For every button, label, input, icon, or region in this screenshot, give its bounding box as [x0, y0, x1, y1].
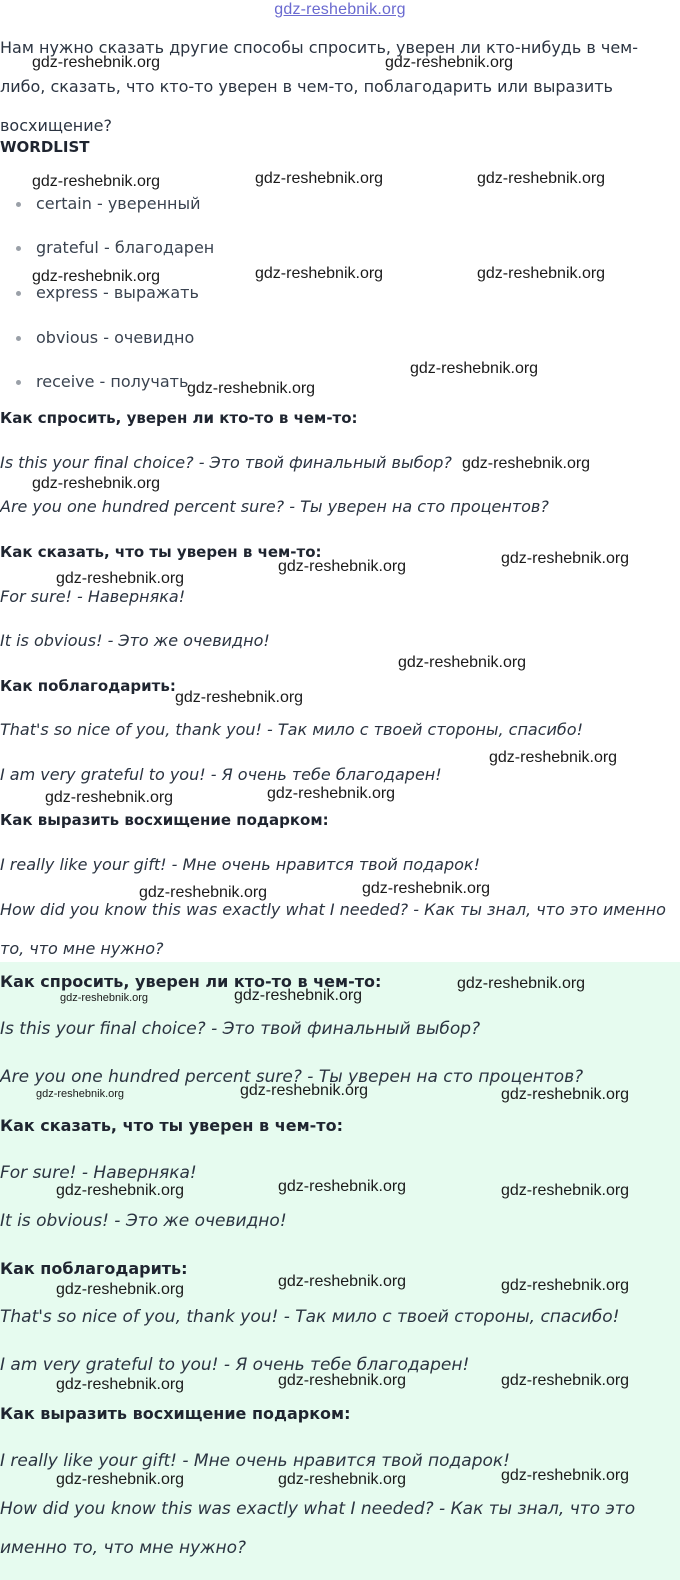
watermark: gdz-reshebnik.org — [56, 1376, 185, 1393]
heading-admire-gift: Как выразить восхищение подарком: — [0, 811, 329, 829]
watermark: gdz-reshebnik.org — [32, 268, 161, 285]
watermark: gdz-reshebnik.org — [255, 170, 384, 187]
watermark: gdz-reshebnik.org — [477, 265, 606, 282]
watermark: gdz-reshebnik.org — [60, 992, 149, 1004]
watermark: gdz-reshebnik.org — [501, 550, 630, 567]
phrase: Is this your final choice? - Это твой финальный выбор? — [0, 453, 452, 472]
phrase: For sure! - Наверняка! — [0, 1163, 197, 1183]
watermark: gdz-reshebnik.org — [410, 360, 539, 377]
watermark: gdz-reshebnik.org — [385, 54, 514, 71]
heading-admire-gift: Как выразить восхищение подарком: — [0, 1404, 351, 1423]
phrase: I am very grateful to you! - Я очень тебе благодарен! — [0, 1355, 470, 1375]
watermark: gdz-reshebnik.org — [56, 570, 185, 587]
phrase: Are you one hundred percent sure? - Ты уверен на сто процентов? — [0, 1067, 584, 1087]
watermark: gdz-reshebnik.org — [398, 654, 527, 671]
watermark: gdz-reshebnik.org — [278, 1372, 407, 1389]
wordlist-item: obvious - очевидно — [16, 328, 194, 347]
bullet-icon — [16, 380, 21, 385]
watermark: gdz-reshebnik.org — [501, 1182, 630, 1199]
watermark: gdz-reshebnik.org — [462, 455, 591, 472]
watermark: gdz-reshebnik.org — [234, 987, 363, 1004]
phrase: I really like your gift! - Мне очень нравится твой подарок! — [0, 1451, 510, 1471]
phrase: That's so nice of you, thank you! - Так мило с твоей стороны, спасибо! — [0, 1307, 620, 1327]
watermark: gdz-reshebnik.org — [501, 1277, 630, 1294]
watermark: gdz-reshebnik.org — [362, 880, 491, 897]
watermark: gdz-reshebnik.org — [240, 1082, 369, 1099]
watermark: gdz-reshebnik.org — [32, 475, 161, 492]
watermark: gdz-reshebnik.org — [56, 1471, 185, 1488]
heading-thank: Как поблагодарить: — [0, 677, 176, 695]
watermark: gdz-reshebnik.org — [32, 54, 161, 71]
phrase: I really like your gift! - Мне очень нравится твой подарок! — [0, 855, 480, 874]
watermark: gdz-reshebnik.org — [175, 689, 304, 706]
wordlist-title: WORDLIST — [0, 138, 90, 156]
watermark: gdz-reshebnik.org — [267, 785, 396, 802]
site-link[interactable]: gdz-reshebnik.org — [274, 1, 406, 18]
heading-say-sure: Как сказать, что ты уверен в чем-то: — [0, 1116, 343, 1135]
wordlist-item: grateful - благодарен — [16, 238, 214, 257]
watermark: gdz-reshebnik.org — [278, 558, 407, 575]
phrase: It is obvious! - Это же очевидно! — [0, 1211, 287, 1231]
watermark: gdz-reshebnik.org — [278, 1178, 407, 1195]
phrase: Are you one hundred percent sure? - Ты уверен на сто процентов? — [0, 497, 549, 516]
watermark: gdz-reshebnik.org — [477, 170, 606, 187]
watermark: gdz-reshebnik.org — [457, 975, 586, 992]
heading-thank: Как поблагодарить: — [0, 1259, 188, 1278]
heading-ask-sure: Как спросить, уверен ли кто-то в чем-то: — [0, 972, 382, 991]
watermark: gdz-reshebnik.org — [278, 1273, 407, 1290]
phrase: How did you know this was exactly what I needed? - Как ты знал, что это именно то, что мне нужно? — [0, 900, 666, 958]
phrase: It is obvious! - Это же очевидно! — [0, 631, 270, 650]
watermark: gdz-reshebnik.org — [32, 173, 161, 190]
heading-ask-sure: Как спросить, уверен ли кто-то в чем-то: — [0, 409, 358, 427]
bullet-icon — [16, 202, 21, 207]
watermark: gdz-reshebnik.org — [278, 1471, 407, 1488]
watermark: gdz-reshebnik.org — [501, 1467, 630, 1484]
wordlist-item: receive - получать — [16, 372, 188, 391]
watermark: gdz-reshebnik.org — [501, 1086, 630, 1103]
phrase: That's so nice of you, thank you! - Так мило с твоей стороны, спасибо! — [0, 720, 583, 739]
watermark: gdz-reshebnik.org — [489, 749, 618, 766]
phrase: How did you know this was exactly what I needed? - Как ты знал, что это именно то, что мне нужно? — [0, 1499, 636, 1558]
watermark: gdz-reshebnik.org — [45, 789, 174, 806]
watermark: gdz-reshebnik.org — [56, 1281, 185, 1298]
watermark: gdz-reshebnik.org — [139, 884, 268, 901]
wordlist-item: express - выражать — [16, 283, 199, 302]
watermark: gdz-reshebnik.org — [36, 1088, 125, 1100]
bullet-icon — [16, 291, 21, 296]
watermark: gdz-reshebnik.org — [501, 1372, 630, 1389]
watermark: gdz-reshebnik.org — [56, 1182, 185, 1199]
watermark: gdz-reshebnik.org — [187, 380, 316, 397]
watermark: gdz-reshebnik.org — [255, 265, 384, 282]
heading-say-sure: Как сказать, что ты уверен в чем-то: — [0, 543, 322, 561]
intro-text: Нам нужно сказать другие способы спросить, уверен ли кто-нибудь в чем-либо, сказать, что кто-то уверен в чем-то, поблагодарить или выразить восхищение? — [0, 38, 639, 135]
phrase: For sure! - Наверняка! — [0, 587, 186, 606]
bullet-icon — [16, 336, 21, 341]
wordlist-item: certain - уверенный — [16, 194, 201, 213]
bullet-icon — [16, 246, 21, 251]
phrase: Is this your final choice? - Это твой финальный выбор? — [0, 1019, 481, 1039]
phrase: I am very grateful to you! - Я очень тебе благодарен! — [0, 765, 442, 784]
